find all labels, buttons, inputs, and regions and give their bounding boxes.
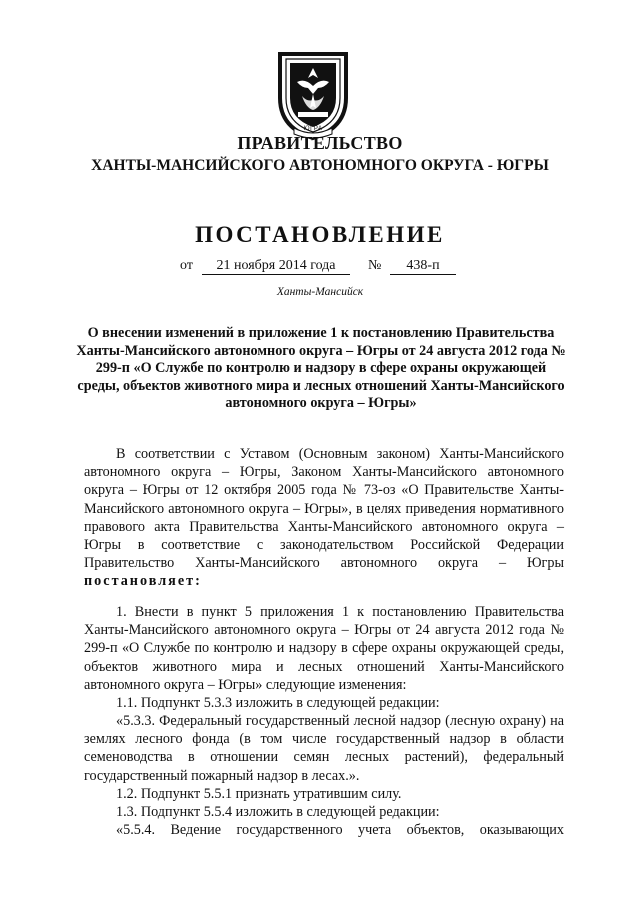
item-1-1: 1.1. Подпункт 5.3.3 изложить в следующей редакции: [116, 695, 440, 711]
quote-5-3-3: «5.3.3. Федеральный государственный лесной надзор (лесную охрану) на землях лесного фонда (в том числе государственный надзор в области семеноводства в отношении семян лесных растений), федеральный государственный пожарный надзор в лесах.». [84, 713, 564, 784]
date-number-line [180, 258, 480, 278]
number-prefix: № [368, 258, 382, 273]
item-1-3: 1.3. Подпункт 5.5.4 изложить в следующей редакции: [116, 804, 440, 820]
quote-5-5-4: «5.5.4. Ведение государственного учета объектов, оказывающих [116, 822, 564, 838]
preamble-text: В соответствии с Уставом (Основным законом) Ханты-Мансийского автономного округа – Югры, Законом Ханты-Мансийского автономного округа – Югры от 12 октября 2005 года № 73-оз «О Правительстве Ханты-Мансийского автономного округа – Югры», в целях приведения нормативного правового акта Правительства Ханты-Мансийского автономного округа – Югры в соответствие с законодательством Российской Федерации Правительство Ханты-Мансийского автономного округа – Югры [84, 446, 564, 572]
document-number: 438-п [390, 258, 456, 275]
emblem-caption: ЮГРА [303, 126, 323, 132]
document-type: ПОСТАНОВЛЕНИЕ [195, 222, 445, 247]
government-title: ПРАВИТЕЛЬСТВО [237, 133, 403, 153]
item-1: 1. Внести в пункт 5 приложения 1 к постановлению Правительства Ханты-Мансийского автономного округа – Югры от 24 августа 2012 года № 299-п «О Службе по контролю и надзору в сфере охраны окружающей среды, объектов животного мира и лесных отношений Ханты-Мансийского автономного округа – Югры» следующие изменения: [84, 604, 564, 693]
date-prefix: от [180, 258, 193, 273]
city-name: Ханты-Мансийск [276, 286, 364, 298]
government-region: ХАНТЫ-МАНСИЙСКОГО АВТОНОМНОГО ОКРУГА - ЮГРЫ [91, 157, 549, 174]
item-1-2: 1.2. Подпункт 5.5.1 признать утратившим силу. [116, 786, 402, 802]
preamble-paragraph [84, 445, 564, 591]
document-title: О внесении изменений в приложение 1 к постановлению Правительства Ханты-Мансийского автономного округа – Югры от 24 августа 2012 года № 299-п «О Службе по контролю и надзору в сфере охраны окружающей среды, объектов животного мира и лесных отношений Ханты-Мансийского автономного округа – Югры» [76, 325, 566, 411]
document-date: 21 ноября 2014 года [202, 258, 350, 275]
resolution-word: постановляет: [84, 573, 202, 590]
